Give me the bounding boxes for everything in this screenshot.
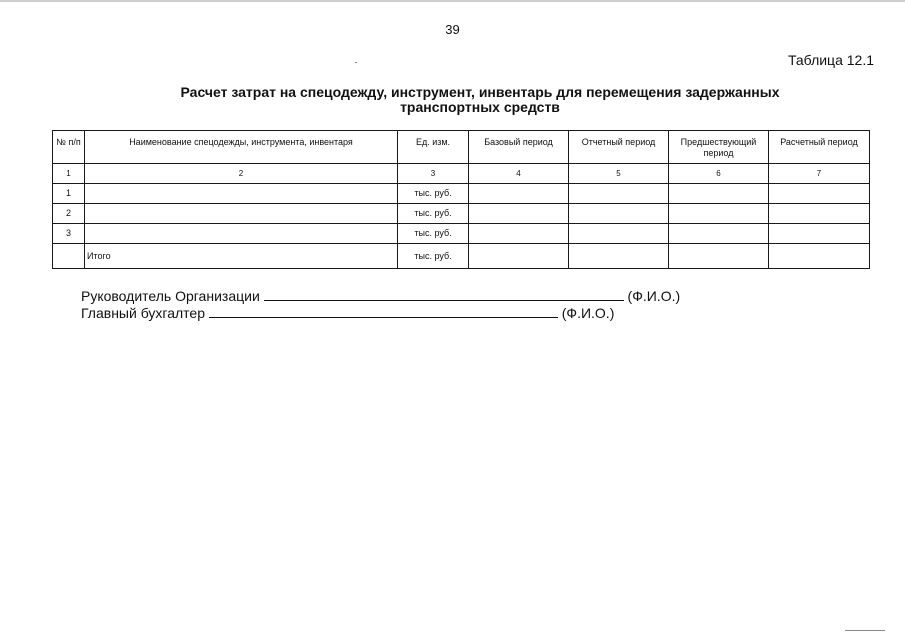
prev-period-cell	[669, 224, 769, 244]
item-name-cell	[85, 224, 398, 244]
base-period-cell	[469, 224, 569, 244]
prev-period-cell	[669, 244, 769, 269]
total-row	[53, 244, 870, 269]
column-number: 5	[569, 164, 669, 184]
head-signature-line	[81, 287, 680, 304]
head-label: Руководитель Организации	[81, 288, 260, 304]
header-cell: Наименование спецодежды, инструмента, инвентаря	[85, 131, 398, 164]
calc-period-cell	[769, 204, 870, 224]
base-period-cell	[469, 244, 569, 269]
base-period-cell	[469, 204, 569, 224]
page-top-edge	[0, 0, 905, 2]
scan-speck	[355, 62, 357, 63]
table-row	[53, 204, 870, 224]
calc-period-cell	[769, 244, 870, 269]
row-number: 1	[53, 184, 85, 204]
calc-period-cell	[769, 224, 870, 244]
accountant-label: Главный бухгалтер	[81, 305, 205, 321]
column-number: 2	[85, 164, 398, 184]
prev-period-cell	[669, 204, 769, 224]
accountant-name-hint: (Ф.И.О.)	[561, 305, 615, 321]
header-cell: Ед. изм.	[398, 131, 469, 164]
column-number-row	[53, 164, 870, 184]
base-period-cell	[469, 184, 569, 204]
row-number: 2	[53, 204, 85, 224]
header-cell: Базовый период	[469, 131, 569, 164]
header-cell: Расчетный период	[769, 131, 870, 164]
column-number: 6	[669, 164, 769, 184]
column-number: 1	[53, 164, 85, 184]
report-period-cell	[569, 184, 669, 204]
unit-cell: тыс. руб.	[398, 184, 469, 204]
report-period-cell	[569, 224, 669, 244]
header-cell: № п/п	[53, 131, 85, 164]
total-label: Итого	[85, 244, 398, 269]
table-label: Таблица 12.1	[787, 52, 874, 68]
scan-edge-mark	[845, 630, 885, 631]
head-signature-blank	[264, 287, 624, 301]
unit-cell: тыс. руб.	[398, 224, 469, 244]
document-title: Расчет затрат на спецодежду, инструмент, инвентарь для перемещения задержанных транспортных средств	[180, 84, 780, 115]
header-cell: Предшествующий период	[669, 131, 769, 164]
calc-period-cell	[769, 184, 870, 204]
accountant-signature-line	[81, 304, 614, 321]
column-number: 3	[398, 164, 469, 184]
row-number: 3	[53, 224, 85, 244]
report-period-cell	[569, 244, 669, 269]
header-cell: Отчетный период	[569, 131, 669, 164]
row-number	[53, 244, 85, 269]
head-name-hint: (Ф.И.О.)	[627, 288, 681, 304]
unit-cell: тыс. руб.	[398, 244, 469, 269]
table-header-row	[53, 131, 870, 164]
accountant-signature-blank	[209, 304, 558, 318]
table-row	[53, 224, 870, 244]
item-name-cell	[85, 184, 398, 204]
item-name-cell	[85, 204, 398, 224]
prev-period-cell	[669, 184, 769, 204]
report-period-cell	[569, 204, 669, 224]
table-row	[53, 184, 870, 204]
column-number: 7	[769, 164, 870, 184]
column-number: 4	[469, 164, 569, 184]
unit-cell: тыс. руб.	[398, 204, 469, 224]
page-number: 39	[445, 22, 460, 37]
cost-table	[52, 130, 870, 269]
